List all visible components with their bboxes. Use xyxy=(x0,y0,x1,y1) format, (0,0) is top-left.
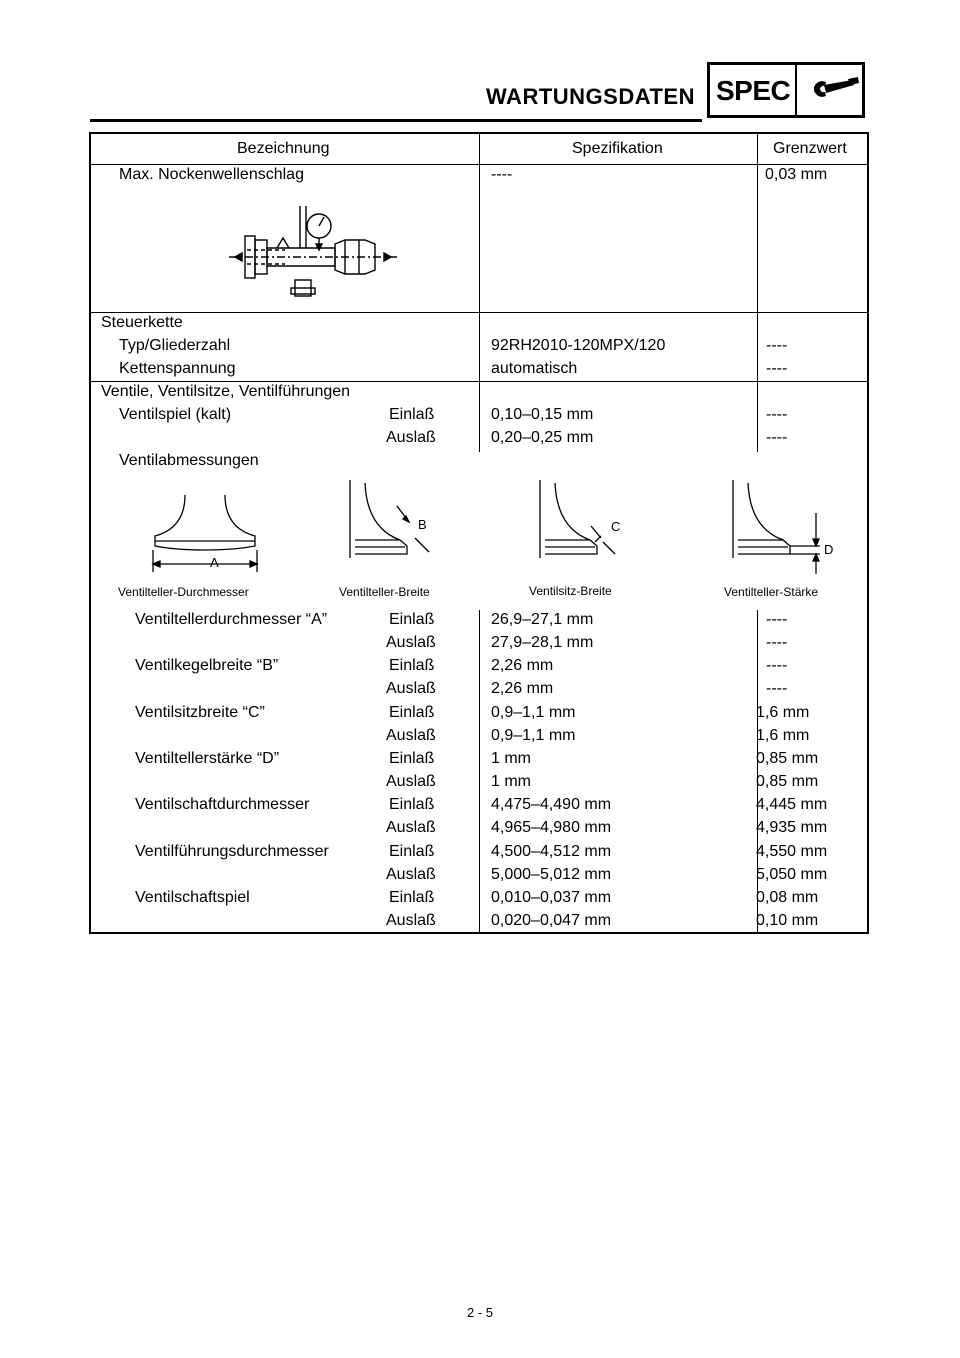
dim-label: Ventilschaftdurchmesser xyxy=(135,796,310,813)
dim-label: Ventilführungsdurchmesser xyxy=(135,843,329,860)
camshaft-runout-illustration xyxy=(225,200,405,300)
dim-label: Ventilkegelbreite “B” xyxy=(135,657,279,674)
dim-limit: ---- xyxy=(766,680,788,697)
spec-badge xyxy=(707,62,865,118)
col-divider xyxy=(479,134,480,312)
col-header-limit: Grenzwert xyxy=(773,140,847,157)
figure-letter: A xyxy=(210,555,219,570)
col-divider xyxy=(479,610,480,934)
chain-row-spec: automatisch xyxy=(491,360,578,377)
chain-section-title: Steuerkette xyxy=(101,314,183,331)
dim-side: Einlaß xyxy=(389,611,435,628)
camshaft-spec: ---- xyxy=(491,166,513,183)
dim-limit: 5,050 mm xyxy=(756,866,828,883)
page-title: WARTUNGSDATEN xyxy=(486,84,695,109)
figure-caption: Ventilteller-Durchmesser xyxy=(118,585,249,599)
figure-caption: Ventilsitz-Breite xyxy=(529,584,612,598)
camshaft-label: Max. Nockenwellenschlag xyxy=(119,166,304,183)
dim-spec: 27,9–28,1 mm xyxy=(491,634,594,651)
col-divider xyxy=(757,312,758,452)
dim-spec: 0,9–1,1 mm xyxy=(491,727,576,744)
dim-spec: 4,475–4,490 mm xyxy=(491,796,612,813)
figure-caption: Ventilteller-Stärke xyxy=(724,585,819,599)
valve-margin-thickness-figure xyxy=(728,478,828,578)
dim-side: Auslaß xyxy=(386,866,436,883)
page-number: 2 - 5 xyxy=(466,1305,493,1320)
col-divider xyxy=(479,312,480,452)
chain-row-spec: 92RH2010-120MPX/120 xyxy=(491,337,666,354)
wrench-icon xyxy=(812,75,860,110)
dim-limit: ---- xyxy=(766,611,788,628)
chain-row-label: Kettenspannung xyxy=(119,360,236,377)
dim-limit: 4,935 mm xyxy=(756,819,828,836)
dim-spec: 4,965–4,980 mm xyxy=(491,819,612,836)
valve-head-diameter-figure xyxy=(145,490,265,575)
valve-limit: ---- xyxy=(766,406,788,423)
dim-limit: 4,445 mm xyxy=(756,796,828,813)
figure-letter: D xyxy=(824,542,834,557)
dim-limit: 1,6 mm xyxy=(756,727,810,744)
camshaft-limit: 0,03 mm xyxy=(765,166,828,183)
dim-spec: 0,9–1,1 mm xyxy=(491,704,576,721)
figure-letter: B xyxy=(418,517,427,532)
dim-limit: ---- xyxy=(766,634,788,651)
chain-row-limit: ---- xyxy=(766,337,788,354)
dim-spec: 1 mm xyxy=(491,773,531,790)
figure-letter: C xyxy=(611,519,621,534)
spec-badge-label: SPEC xyxy=(716,75,791,106)
col-divider xyxy=(757,134,758,312)
dim-side: Auslaß xyxy=(386,819,436,836)
dim-limit: 4,550 mm xyxy=(756,843,828,860)
dim-side: Auslaß xyxy=(386,727,436,744)
dim-limit: ---- xyxy=(766,657,788,674)
dim-side: Einlaß xyxy=(389,704,435,721)
dim-side: Auslaß xyxy=(386,773,436,790)
dim-side: Einlaß xyxy=(389,657,435,674)
dim-spec: 26,9–27,1 mm xyxy=(491,611,594,628)
figure-caption: Ventilteller-Breite xyxy=(339,585,430,599)
dim-spec: 1 mm xyxy=(491,750,531,767)
valve-dimensions-label: Ventilabmessungen xyxy=(119,452,259,469)
valve-face-width-figure xyxy=(345,478,445,578)
valve-spec: 0,20–0,25 mm xyxy=(491,429,594,446)
dim-limit: 1,6 mm xyxy=(756,704,810,721)
dim-limit: 0,85 mm xyxy=(756,773,819,790)
dim-limit: 0,08 mm xyxy=(756,889,819,906)
dim-side: Einlaß xyxy=(389,750,435,767)
dim-spec: 2,26 mm xyxy=(491,657,554,674)
dim-side: Auslaß xyxy=(386,634,436,651)
valve-spec: 0,10–0,15 mm xyxy=(491,406,594,423)
dim-spec: 0,020–0,047 mm xyxy=(491,912,612,929)
col-header-name: Bezeichnung xyxy=(237,140,330,157)
dim-limit: 0,10 mm xyxy=(756,912,819,929)
valve-side: Auslaß xyxy=(386,429,436,446)
row-divider xyxy=(91,312,867,313)
dim-label: Ventilschaftspiel xyxy=(135,889,250,906)
dim-side: Einlaß xyxy=(389,843,435,860)
header-rule xyxy=(90,119,702,122)
dim-spec: 5,000–5,012 mm xyxy=(491,866,612,883)
dim-side: Auslaß xyxy=(386,680,436,697)
dim-label: Ventiltellerstärke “D” xyxy=(135,750,280,767)
valve-side: Einlaß xyxy=(389,406,435,423)
dim-spec: 0,010–0,037 mm xyxy=(491,889,612,906)
dim-label: Ventiltellerdurchmesser “A” xyxy=(135,611,328,628)
dim-spec: 4,500–4,512 mm xyxy=(491,843,612,860)
badge-divider xyxy=(795,65,797,115)
dim-limit: 0,85 mm xyxy=(756,750,819,767)
chain-row-label: Typ/Gliederzahl xyxy=(119,337,231,354)
dim-side: Auslaß xyxy=(386,912,436,929)
valve-limit: ---- xyxy=(766,429,788,446)
dim-side: Einlaß xyxy=(389,796,435,813)
dim-side: Einlaß xyxy=(389,889,435,906)
dim-label: Ventilsitzbreite “C” xyxy=(135,704,265,721)
chain-row-limit: ---- xyxy=(766,360,788,377)
col-header-spec: Spezifikation xyxy=(572,140,663,157)
valves-section-title: Ventile, Ventilsitze, Ventilführungen xyxy=(101,383,351,400)
valve-clearance-label: Ventilspiel (kalt) xyxy=(119,406,232,423)
dim-spec: 2,26 mm xyxy=(491,680,554,697)
